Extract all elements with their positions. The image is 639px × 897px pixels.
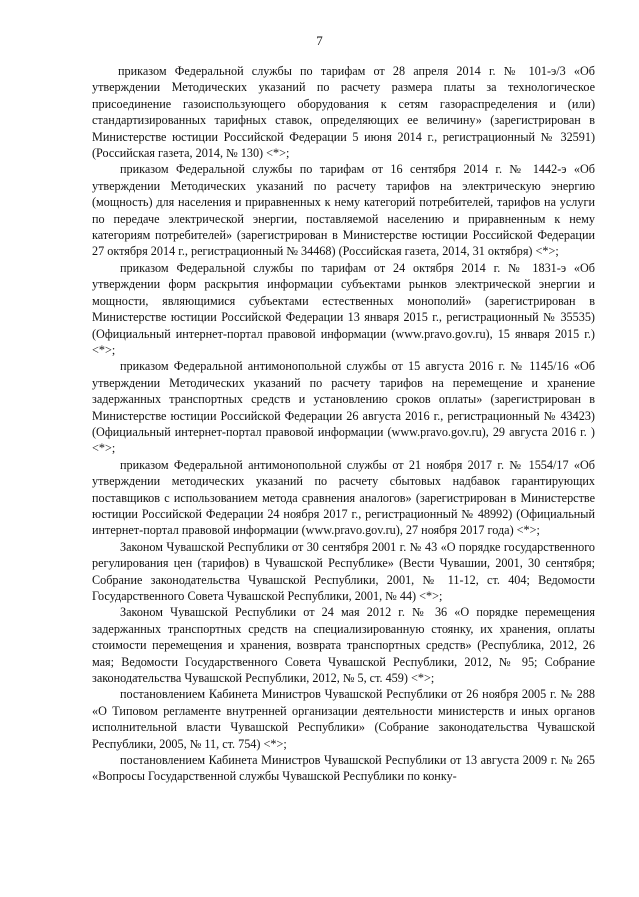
document-body xyxy=(92,63,595,785)
paragraph-fst-order-101: приказом Федеральной службы по тарифам от 28 апреля 2014 г. № 101-э/3 «Об утверждении Методических указаний по расчету размера платы за технологическое присоединение газоиспользующего оборудования к сетям газораспределения и (или) стандартизированных тарифных ставок, определяющих ее величину» (зарегистрирован в Министерстве юстиции Российской Федерации 5 июня 2014 г., регистрационный № 32591) (Российская газета, 2014, № 130) <*>; xyxy=(92,64,595,161)
page-number: 7 xyxy=(316,33,323,48)
paragraph-fst-order-1442: приказом Федеральной службы по тарифам от 16 сентября 2014 г. № 1442-э «Об утверждении Методических указаний по расчету тарифов на электрическую энергию (мощность) для населения и приравненных к нему категорий потребителей, тарифов на услуги по передаче электрической энергии, поставляемой населению и приравненным к нему категориям потребителей» (зарегистрирован в Министерстве юстиции Российской Федерации 27 октября 2014 г., регистрационный № 34468) (Российская газета, 2014, 31 октября) <*>; xyxy=(92,162,595,259)
paragraph-fas-order-1554: приказом Федеральной антимонопольной службы от 21 ноября 2017 г. № 1554/17 «Об утверждении методических указаний по расчету сбытовых надбавок гарантирующих поставщиков с использованием метода сравнения аналогов» (зарегистрирован в Министерстве юстиции Российской Федерации 24 ноября 2017 г., регистрационный № 48992) (Официальный интернет-портал правовой информации (www.pravo.gov.ru), 27 ноября 2017 года) <*>; xyxy=(92,457,595,538)
paragraph-cabinet-resolution-288: постановлением Кабинета Министров Чувашской Республики от 26 ноября 2005 г. № 288 «О Типовом регламенте внутренней организации деятельности министерств и иных органов исполнительной власти Чувашской Республики» (Собрание законодательства Чувашской Республики, 2005, № 11, ст. 754) <*>; xyxy=(92,687,595,751)
paragraph-chuvash-law-43: Законом Чувашской Республики от 30 сентября 2001 г. № 43 «О порядке государственного регулирования цен (тарифов) в Чувашской Республике» (Вести Чувашии, 2001, 30 сентября; Собрание законодательства Чувашской Республики, 2001, № 11-12, ст. 404; Ведомости Государственного Совета Чувашской Республики, 2001, № 44) <*>; xyxy=(92,539,595,603)
paragraph-cabinet-resolution-265: постановлением Кабинета Министров Чувашской Республики от 13 августа 2009 г. № 265 «Вопросы Государственной службы Чувашской Республики по конку- xyxy=(92,753,595,784)
paragraph-fas-order-1145: приказом Федеральной антимонопольной службы от 15 августа 2016 г. № 1145/16 «Об утверждении Методических указаний по расчету тарифов на перемещение и хранение задержанных транспортных средств и установлению сроков оплаты» (зарегистрирован в Министерстве юстиции Российской Федерации 26 августа 2016 г., регистрационный № 43423) (Официальный интернет-портал правовой информации (www.pravo.gov.ru), 29 августа 2016 г. ) <*>; xyxy=(92,359,595,456)
paragraph-fst-order-1831: приказом Федеральной службы по тарифам от 24 октября 2014 г. № 1831-э «Об утверждении форм раскрытия информации субъектами рынков электрической энергии и мощности, являющимися субъектами естественных монополий» (зарегистрирован в Министерстве юстиции Российской Федерации 13 января 2015 г., регистрационный № 35535) (Официальный интернет-портал правовой информации (www.pravo.gov.ru), 15 января 2015 г.) <*>; xyxy=(92,260,595,357)
paragraph-chuvash-law-36: Законом Чувашской Республики от 24 мая 2012 г. № 36 «О порядке перемещения задержанных транспортных средств на специализированную стоянку, их хранения, оплаты стоимости перемещения и хранения, возврата транспортных средств» (Республика, 2012, 26 мая; Ведомости Государственного Совета Чувашской Республики, 2012, № 95; Собрание законодательства Чувашской Республики, 2012, № 5, ст. 459) <*>; xyxy=(92,605,595,686)
